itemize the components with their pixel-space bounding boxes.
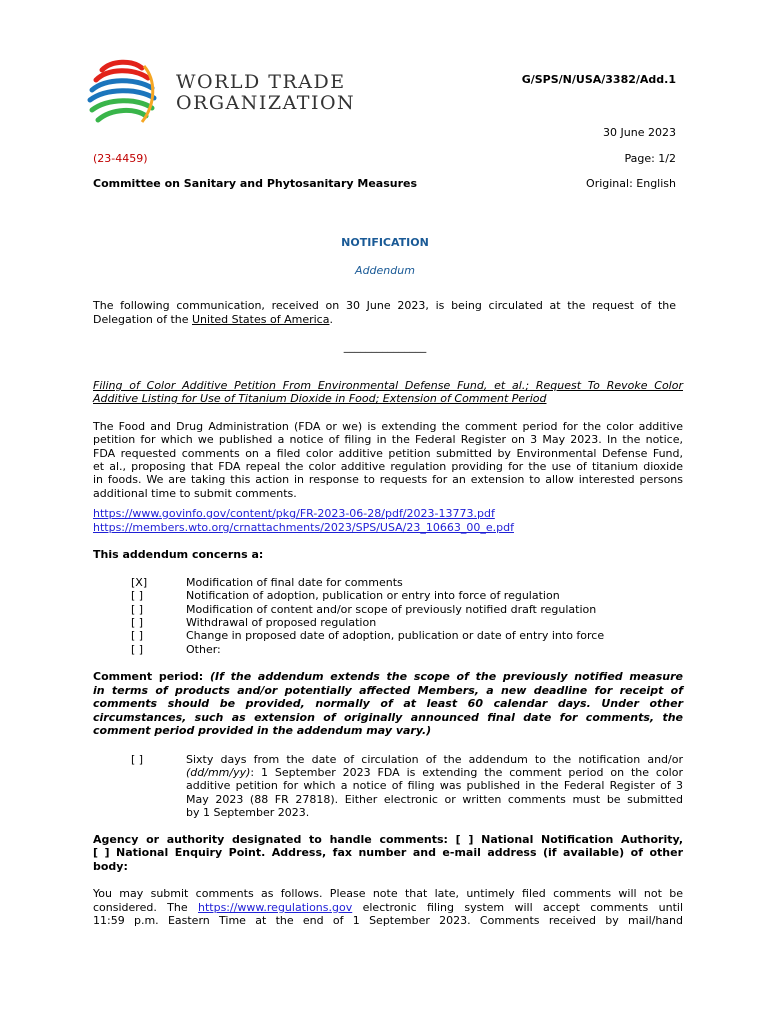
submit-line-3: 11:59 p.m. Eastern Time at the end of 1 September 2023. Comments received by mail/hand [93, 914, 683, 927]
org-name-line1: WORLD TRADE [176, 71, 346, 93]
checkbox[interactable]: [ ] [131, 589, 144, 602]
checkbox[interactable]: [ ] [131, 603, 144, 616]
concern-item [131, 576, 148, 590]
wto-logo [84, 56, 164, 130]
committee-name: Committee on Sanitary and Phytosanitary Measures [93, 177, 418, 190]
intro-line-2 [93, 313, 333, 327]
organization-name [176, 72, 355, 114]
submit-suffix: electronic filing system will accept comments until [352, 901, 684, 914]
body-line-1: The Food and Drug Administration (FDA or we) is extending the comment period for the color additive [93, 420, 683, 433]
checkbox-checked[interactable]: [X] [131, 576, 148, 589]
govinfo-link[interactable]: https://www.govinfo.gov/content/pkg/FR-2023-06-28/pdf/2023-13773.pdf [93, 507, 495, 520]
comment-period-line-1 [93, 670, 683, 684]
body-line-2: petition for which we published a notice of filing in the Federal Register on 3 May 2023. In the notice, [93, 433, 683, 446]
regulations-gov-link[interactable]: https://www.regulations.gov [198, 901, 353, 914]
page-number: Page: 1/2 [624, 152, 676, 165]
concern-label: Withdrawal of proposed regulation [186, 616, 377, 629]
concern-item [131, 643, 145, 657]
wto-emblem-icon [84, 56, 164, 130]
member-name: United States of America [192, 313, 330, 326]
original-language: Original: English [586, 177, 676, 190]
concern-label: Other: [186, 643, 221, 656]
concern-label: Modification of content and/or scope of previously notified draft regulation [186, 603, 597, 616]
subject-line-1: Filing of Color Additive Petition From Environmental Defense Fund, et al.; Request To Revoke Color [93, 379, 683, 392]
concern-item [131, 589, 145, 603]
subject-line-2: Additive Listing for Use of Titanium Dioxide in Food; Extension of Comment Period [93, 392, 547, 405]
concern-label: Notification of adoption, publication or entry into force of regulation [186, 589, 560, 602]
reference-number: (23-4459) [93, 152, 148, 165]
separator-line: _______________ [343, 340, 427, 353]
date-format-label: (dd/mm/yy) [186, 766, 251, 779]
org-name-line2: ORGANIZATION [176, 92, 356, 114]
comment-period-line-4: circumstances, such as extension of originally announced final date for comments, the [93, 711, 683, 724]
submit-prefix: considered. The [93, 901, 198, 914]
comment-option-text: : 1 September 2023 FDA is extending the comment period on the color [250, 766, 683, 779]
intro-line-1: The following communication, received on 30 June 2023, is being circulated at the request of the [93, 299, 676, 312]
agency-line-2: [ ] National Enquiry Point. Address, fax number and e-mail address (if available) of other [93, 846, 683, 859]
comment-period-line-5: comment period provided in the addendum may vary.) [93, 724, 432, 737]
body-line-6: additional time to submit comments. [93, 487, 297, 500]
wto-attachment-link[interactable]: https://members.wto.org/crnattachments/2023/SPS/USA/23_10663_00_e.pdf [93, 521, 514, 534]
checkbox[interactable]: [ ] [131, 629, 144, 642]
comment-period-label: Comment period: [93, 670, 204, 683]
comment-option-line-2 [186, 766, 683, 780]
comment-option-line-1: Sixty days from the date of circulation of the addendum to the notification and/or [186, 753, 683, 766]
concerns-heading: This addendum concerns a: [93, 548, 264, 561]
document-date: 30 June 2023 [603, 126, 676, 139]
comment-option-line-4: May 2023 (88 FR 27818). Either electronic or written comments must be submitted [186, 793, 683, 806]
intro-suffix: . [329, 313, 333, 326]
agency-line-1: Agency or authority designated to handle comments: [ ] National Notification Authority, [93, 833, 683, 846]
concern-label: Change in proposed date of adoption, publication or date of entry into force [186, 629, 605, 642]
submit-line-2 [93, 901, 683, 915]
agency-line-3: body: [93, 860, 128, 873]
document-symbol: G/SPS/N/USA/3382/Add.1 [521, 73, 676, 86]
concern-item [131, 603, 145, 617]
comment-period-text: (If the addendum extends the scope of the previously notified measure [203, 670, 684, 683]
comment-period-line-3: comments should be provided, normally of at least 60 calendar days. Under other [93, 697, 683, 710]
checkbox[interactable]: [ ] [131, 616, 144, 629]
concern-item [131, 629, 145, 643]
comment-period-line-2: in terms of products and/or potentially affected Members, a new deadline for receipt of [93, 684, 683, 697]
submit-line-1: You may submit comments as follows. Please note that late, untimely filed comments will not be [93, 887, 683, 900]
concern-item [131, 616, 145, 630]
addendum-subtitle: Addendum [355, 264, 415, 277]
comment-option-line-3: additive petition for which a notice of filing was published in the Federal Register of 3 [186, 779, 683, 792]
concern-label: Modification of final date for comments [186, 576, 403, 589]
body-line-3: FDA requested comments on a filed color additive petition submitted by Environmental Defense Fund, [93, 447, 683, 460]
body-line-4: et al., proposing that FDA repeal the color additive regulation providing for the use of titanium dioxide [93, 460, 683, 473]
comment-option-line-5: by 1 September 2023. [186, 806, 310, 819]
intro-prefix: Delegation of the [93, 313, 192, 326]
body-line-5: in foods. We are taking this action in response to requests for an extension to allow interested persons [93, 473, 683, 486]
notification-title: NOTIFICATION [341, 236, 429, 249]
checkbox[interactable]: [ ] [131, 643, 144, 656]
comment-period-checkbox[interactable]: [ ] [131, 753, 144, 766]
